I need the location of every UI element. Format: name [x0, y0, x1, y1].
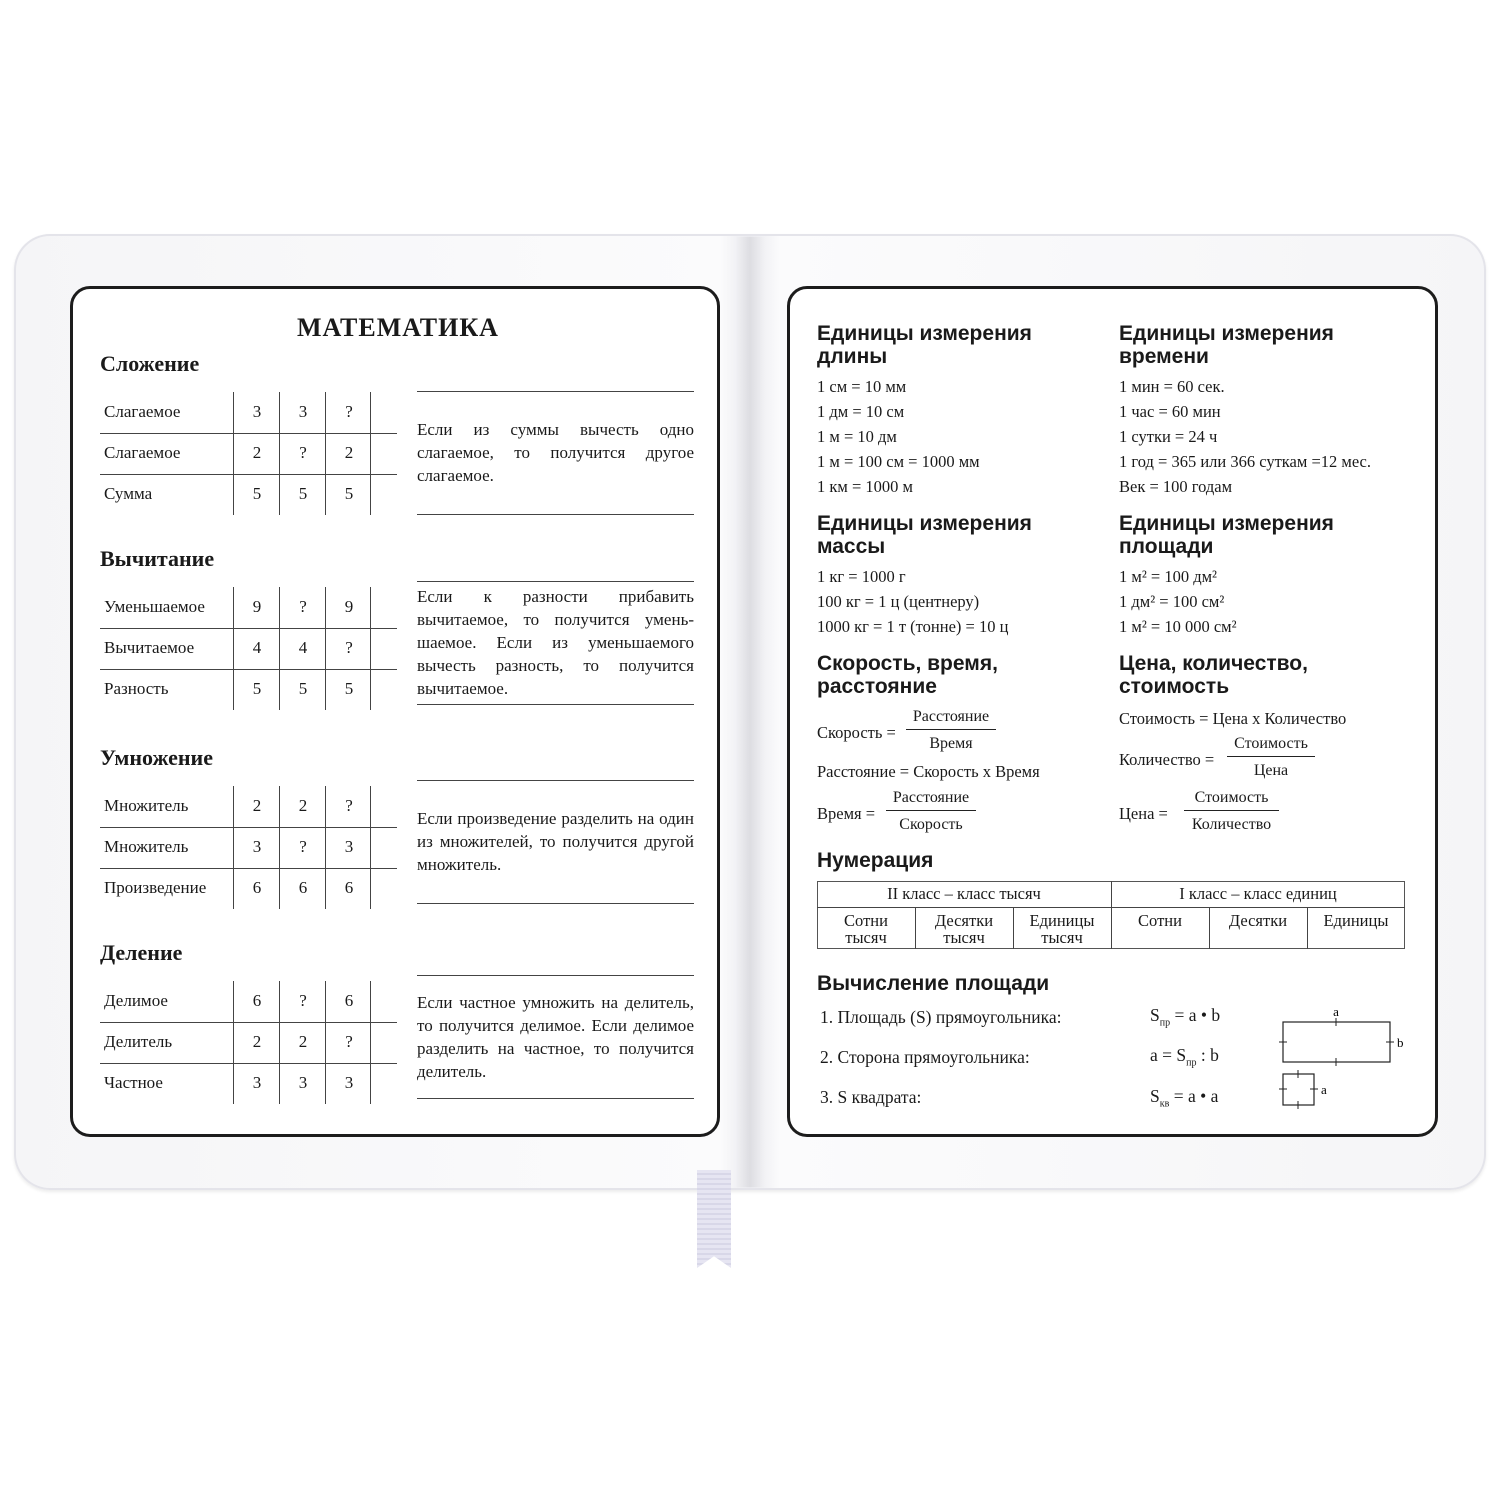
table-cell: 5 — [298, 679, 308, 698]
multiplication-rule-note: Если произведение разделить на один из множителей, то получится другой множитель. — [417, 809, 694, 874]
table-cell: 2 — [298, 1032, 308, 1051]
addition-heading: Сложение — [100, 351, 200, 376]
table-row-label: Вычитаемое — [104, 638, 195, 657]
time-heading-line1: Единицы измерения — [1119, 322, 1334, 345]
table-row-divider — [100, 1063, 397, 1064]
area-units-heading — [1119, 512, 1334, 558]
length-line: 1 км = 1000 м — [817, 477, 913, 496]
table-cell: ? — [345, 796, 353, 815]
table-cell: 6 — [298, 878, 308, 897]
table-row-label: Слагаемое — [104, 402, 181, 421]
mass-list — [817, 567, 1008, 642]
table-row-label: Уменьшаемое — [104, 597, 205, 616]
length-heading — [817, 322, 1032, 368]
time-line: 1 год = 365 или 366 суткам =12 мес. — [1119, 452, 1372, 471]
table-cell: 2 — [298, 796, 308, 815]
length-line: 1 м = 10 дм — [817, 427, 897, 446]
area-formula-rect — [1150, 1005, 1220, 1029]
division-rule-note: Если частное умножить на делитель, то получится делимое. Если делимое разделить на частное, то получится делитель. — [417, 992, 694, 1081]
price-heading-line2: стоимость — [1119, 675, 1230, 698]
formula-part: = а • а — [1169, 1086, 1219, 1106]
table-column-divider — [233, 392, 234, 515]
table-cell: 6 — [344, 878, 354, 897]
addition-rule-note: Если из суммы вычесть одно слагаемое, то получится другое слагаемое. — [417, 420, 694, 485]
formula-subscript: пр — [1159, 1017, 1171, 1029]
table-cell: ? — [345, 1032, 353, 1051]
mass-heading-line1: Единицы измерения — [817, 512, 1032, 535]
subtraction-rule-note: Если к разности прибавить вычитаемое, то получится уменьшаемое. Если из уменьшаемого вычесть разность, то получится вычитаемое. — [417, 587, 694, 698]
formula-part: а = S — [1150, 1045, 1187, 1065]
table-row-label: Слагаемое — [104, 443, 181, 462]
table-row-label: Разность — [104, 679, 169, 698]
table-cell: 3 — [252, 1073, 262, 1092]
mass-line: 1000 кг = 1 т (тонне) = 10 ц — [817, 617, 1009, 636]
table-column-divider — [233, 981, 234, 1104]
time-line: Век = 100 годам — [1119, 477, 1233, 496]
table-column-divider — [279, 392, 280, 515]
right-page — [787, 286, 1438, 1137]
formula-subscript: пр — [1186, 1057, 1197, 1069]
table-row-label: Множитель — [104, 796, 189, 815]
table-cell: 3 — [344, 837, 354, 856]
price-formula-left: Цена = — [1119, 804, 1168, 823]
area-units-line: 1 дм² = 100 см² — [1119, 592, 1225, 611]
table-cell: 5 — [252, 679, 262, 698]
table-column-divider — [370, 587, 371, 710]
multiplication-heading: Умножение — [100, 745, 213, 770]
note-top-rule — [417, 391, 694, 392]
numeration-col-label: Единицы тысяч — [1029, 911, 1095, 947]
table-cell: ? — [299, 991, 307, 1010]
mass-line: 100 кг = 1 ц (центнеру) — [817, 592, 980, 611]
table-row-label: Делимое — [104, 991, 168, 1010]
table-cell: 9 — [344, 597, 354, 616]
numeration-heading: Нумерация — [817, 849, 934, 872]
table-column-divider — [325, 786, 326, 909]
table-column-divider — [325, 587, 326, 710]
numeration-col-label: Сотни — [1138, 911, 1182, 930]
table-cell: ? — [345, 638, 353, 657]
speed-heading-line1: Скорость, время, — [817, 652, 998, 675]
distance-formula: Расстояние = Скорость х Время — [817, 762, 1040, 781]
rectangle-square-diagram — [1270, 1001, 1410, 1111]
speed-formula-denominator: Время — [929, 735, 973, 752]
table-cell: 6 — [252, 878, 262, 897]
table-row-label: Произведение — [104, 878, 207, 897]
table-row-divider — [100, 827, 397, 828]
speed-formula-left: Скорость = — [817, 723, 896, 742]
table-column-divider — [279, 786, 280, 909]
numeration-col-label: Сотни тысяч — [844, 911, 888, 947]
subtraction-heading: Вычитание — [100, 546, 215, 571]
time-formula-left: Время = — [817, 804, 876, 823]
area-formula-square — [1150, 1086, 1218, 1110]
note-top-rule — [417, 581, 694, 582]
table-cell: 4 — [298, 638, 308, 657]
price-formula-numerator: Стоимость — [1194, 789, 1269, 806]
length-line: 1 дм = 10 см — [817, 402, 905, 421]
speed-formula-numerator: Расстояние — [912, 708, 990, 725]
table-cell: ? — [299, 597, 307, 616]
table-row-divider — [100, 433, 397, 434]
mass-heading-line2: массы — [817, 535, 886, 558]
numeration-col-label: Десятки — [1228, 911, 1288, 930]
price-heading-line1: Цена, количество, — [1119, 652, 1308, 675]
numeration-col-divider — [915, 907, 916, 949]
table-cell: 3 — [298, 402, 308, 421]
table-cell: 2 — [252, 796, 262, 815]
left-page — [70, 286, 720, 1137]
quantity-formula-denominator: Цена — [1253, 762, 1289, 779]
rectangle-shape — [1283, 1022, 1390, 1062]
mass-heading — [817, 512, 1032, 558]
table-cell: 5 — [344, 484, 354, 503]
table-row-divider — [100, 628, 397, 629]
table-row-label: Частное — [104, 1073, 163, 1092]
square-shape — [1283, 1074, 1314, 1105]
formula-part: S — [1150, 1005, 1160, 1025]
speed-heading — [817, 652, 998, 698]
table-cell: 6 — [252, 991, 262, 1010]
table-column-divider — [325, 981, 326, 1104]
table-row-divider — [100, 669, 397, 670]
table-row-divider — [100, 868, 397, 869]
time-heading-line2: времени — [1119, 345, 1209, 368]
fraction-bar — [1184, 810, 1279, 811]
note-bottom-rule — [417, 704, 694, 705]
numeration-col-divider — [1013, 907, 1014, 949]
page-title: МАТЕМАТИКА — [297, 313, 499, 342]
table-column-divider — [279, 981, 280, 1104]
table-row-label: Множитель — [104, 837, 189, 856]
note-bottom-rule — [417, 514, 694, 515]
square-label-a: a — [1321, 1082, 1327, 1097]
area-calc-row-1: 1. Площадь (S) прямоугольника: — [820, 1007, 1062, 1027]
table-column-divider — [279, 587, 280, 710]
side-formula-rect — [1150, 1045, 1219, 1069]
fraction-bar — [906, 729, 996, 730]
area-units-heading-line1: Единицы измерения — [1119, 512, 1334, 535]
table-cell: 3 — [252, 837, 262, 856]
quantity-formula-left: Количество = — [1119, 750, 1215, 769]
table-row-label: Сумма — [104, 484, 153, 503]
division-heading: Деление — [100, 940, 183, 965]
table-cell: ? — [299, 837, 307, 856]
note-bottom-rule — [417, 903, 694, 904]
table-cell: 5 — [252, 484, 262, 503]
length-line: 1 м = 100 см = 1000 мм — [817, 452, 980, 471]
time-formula-denominator: Скорость — [899, 816, 963, 833]
time-line: 1 сутки = 24 ч — [1119, 427, 1218, 446]
area-units-heading-line2: площади — [1119, 535, 1214, 558]
numeration-class-thousands: II класс – класс тысяч — [887, 884, 1041, 903]
table-cell: 2 — [344, 443, 354, 462]
note-top-rule — [417, 780, 694, 781]
table-cell: 3 — [298, 1073, 308, 1092]
price-heading — [1119, 652, 1308, 698]
table-cell: 6 — [344, 991, 354, 1010]
quantity-formula-numerator: Стоимость — [1234, 735, 1308, 752]
time-formula-numerator: Расстояние — [892, 789, 970, 806]
numeration-col-label: Единицы — [1323, 911, 1389, 930]
length-heading-line1: Единицы измерения — [817, 322, 1032, 345]
table-column-divider — [325, 392, 326, 515]
length-list — [817, 377, 980, 502]
area-units-list — [1119, 567, 1237, 642]
table-cell: 4 — [252, 638, 262, 657]
note-top-rule — [417, 975, 694, 976]
table-row-divider — [100, 474, 397, 475]
length-heading-line2: длины — [817, 345, 888, 368]
speed-heading-line2: расстояние — [817, 675, 937, 698]
formula-part: S — [1150, 1086, 1160, 1106]
time-list — [1119, 377, 1371, 502]
notebook-spine — [735, 237, 765, 1187]
numeration-col-label: Десятки тысяч — [934, 911, 994, 947]
table-cell: 5 — [344, 679, 354, 698]
table-cell: 3 — [344, 1073, 354, 1092]
fraction-bar — [886, 810, 976, 811]
formula-subscript: кв — [1159, 1098, 1170, 1110]
table-cell: ? — [345, 402, 353, 421]
table-cell: 9 — [252, 597, 262, 616]
table-row-divider — [100, 1022, 397, 1023]
table-cell: ? — [299, 443, 307, 462]
fraction-bar — [1227, 756, 1315, 757]
price-formula-denominator: Количество — [1191, 816, 1272, 833]
length-line: 1 см = 10 мм — [817, 377, 907, 396]
area-calc-heading: Вычисление площади — [817, 972, 1050, 995]
table-cell: 2 — [252, 443, 262, 462]
mass-line: 1 кг = 1000 г — [817, 567, 906, 586]
table-cell: 5 — [298, 484, 308, 503]
table-column-divider — [370, 981, 371, 1104]
area-calc-row-2: 2. Сторона прямоугольника: — [820, 1047, 1030, 1067]
formula-part: = а • b — [1170, 1005, 1221, 1025]
note-bottom-rule — [417, 1098, 694, 1099]
time-heading — [1119, 322, 1334, 368]
time-line: 1 час = 60 мин — [1119, 402, 1221, 421]
rect-label-b: b — [1397, 1035, 1404, 1050]
table-row-label: Делитель — [104, 1032, 173, 1051]
table-cell: 3 — [252, 402, 262, 421]
cost-formula: Стоимость = Цена х Количество — [1119, 709, 1347, 728]
table-column-divider — [233, 587, 234, 710]
time-line: 1 мин = 60 сек. — [1119, 377, 1225, 396]
table-column-divider — [370, 786, 371, 909]
numeration-class-units: I класс – класс единиц — [1179, 884, 1337, 903]
table-column-divider — [370, 392, 371, 515]
rect-label-a: a — [1333, 1004, 1339, 1019]
area-calc-row-3: 3. S квадрата: — [820, 1087, 922, 1107]
table-column-divider — [233, 786, 234, 909]
formula-part: : b — [1196, 1045, 1219, 1065]
area-units-line: 1 м² = 100 дм² — [1119, 567, 1217, 586]
bookmark-ribbon — [697, 1170, 731, 1268]
table-cell: 2 — [252, 1032, 262, 1051]
area-units-line: 1 м² = 10 000 см² — [1119, 617, 1237, 636]
